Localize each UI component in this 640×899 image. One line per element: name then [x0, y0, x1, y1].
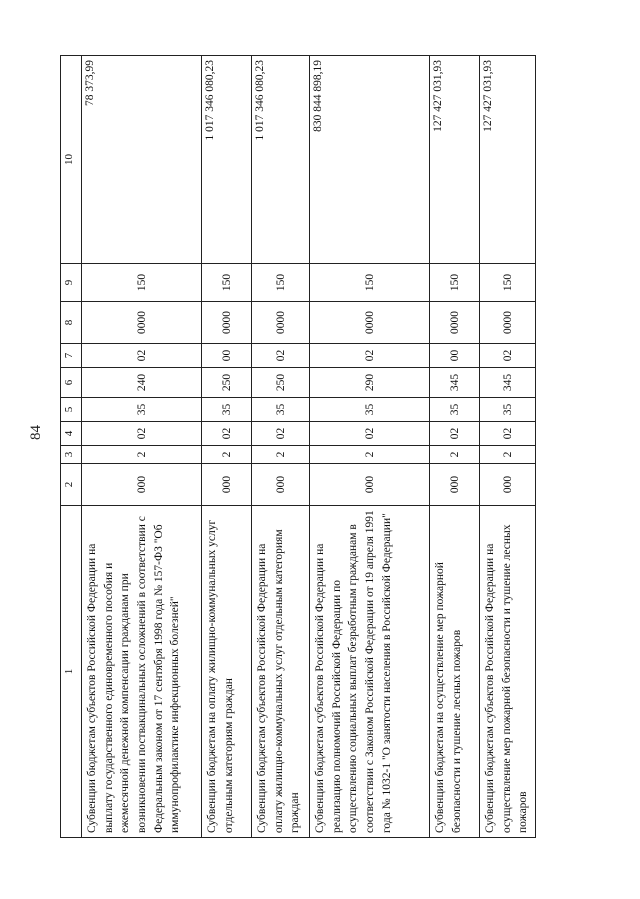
code-cell: 290: [310, 368, 430, 398]
code-cell: 000: [202, 464, 252, 506]
table-row: [310, 56, 430, 838]
table-row: [82, 56, 202, 838]
amount-cell: 78 373,99: [82, 56, 202, 264]
code-cell: 02: [82, 422, 202, 446]
code-cell: 35: [202, 398, 252, 422]
code-cell: 345: [430, 368, 480, 398]
row-description: Субвенции бюджетам субъектов Российской Федерации на реализацию полномочий Российской Федерации по осуществлению социальных выплат безработным гражданам в соответствии с Законом Российской Федерации от 19 апреля 1991 года № 1032-1 "О занятости населения в Российской Федерации": [310, 506, 430, 838]
table-row: [202, 56, 252, 838]
code-cell: 02: [252, 422, 310, 446]
column-header: 6: [61, 368, 82, 398]
column-header: 8: [61, 302, 82, 344]
column-header: 4: [61, 422, 82, 446]
code-cell: 35: [82, 398, 202, 422]
budget-table: [60, 55, 536, 838]
code-cell: 2: [480, 446, 536, 464]
code-cell: 000: [430, 464, 480, 506]
code-cell: 35: [430, 398, 480, 422]
code-cell: 150: [82, 264, 202, 302]
code-cell: 00: [430, 344, 480, 368]
code-cell: 150: [480, 264, 536, 302]
code-cell: 00: [202, 344, 252, 368]
code-cell: 02: [310, 344, 430, 368]
amount-cell: 127 427 031,93: [480, 56, 536, 264]
code-cell: 35: [252, 398, 310, 422]
column-header: 1: [61, 506, 82, 838]
table-row: [430, 56, 480, 838]
code-cell: 2: [430, 446, 480, 464]
code-cell: 250: [252, 368, 310, 398]
code-cell: 2: [202, 446, 252, 464]
column-header: 2: [61, 464, 82, 506]
code-cell: 0000: [82, 302, 202, 344]
amount-cell: 1 017 346 080,23: [252, 56, 310, 264]
table-row: [480, 56, 536, 838]
code-cell: 02: [252, 344, 310, 368]
code-cell: 02: [480, 344, 536, 368]
code-cell: 250: [202, 368, 252, 398]
column-header: 10: [61, 56, 82, 264]
code-cell: 2: [82, 446, 202, 464]
code-cell: 0000: [480, 302, 536, 344]
table-header-row: [61, 56, 82, 838]
code-cell: 35: [310, 398, 430, 422]
amount-cell: 830 844 898,19: [310, 56, 430, 264]
code-cell: 2: [310, 446, 430, 464]
code-cell: 000: [82, 464, 202, 506]
row-description: Субвенции бюджетам на оплату жилищно-коммунальных услуг отдельным категориям граждан: [202, 506, 252, 838]
column-header: 3: [61, 446, 82, 464]
code-cell: 000: [310, 464, 430, 506]
code-cell: 0000: [202, 302, 252, 344]
table-row: [252, 56, 310, 838]
code-cell: 150: [310, 264, 430, 302]
column-header: 9: [61, 264, 82, 302]
code-cell: 02: [480, 422, 536, 446]
column-header: 5: [61, 398, 82, 422]
column-header: 7: [61, 344, 82, 368]
rotated-table-container: [60, 56, 532, 838]
code-cell: 345: [480, 368, 536, 398]
code-cell: 35: [480, 398, 536, 422]
row-description: Субвенции бюджетам на осуществление мер пожарной безопасности и тушение лесных пожаров: [430, 506, 480, 838]
row-description: Субвенции бюджетам субъектов Российской Федерации на оплату жилищно-коммунальных услуг отдельным категориям граждан: [252, 506, 310, 838]
code-cell: 02: [310, 422, 430, 446]
code-cell: 150: [430, 264, 480, 302]
code-cell: 02: [430, 422, 480, 446]
code-cell: 02: [202, 422, 252, 446]
code-cell: 000: [480, 464, 536, 506]
code-cell: 0000: [252, 302, 310, 344]
code-cell: 150: [252, 264, 310, 302]
code-cell: 0000: [310, 302, 430, 344]
row-description: Субвенции бюджетам субъектов Российской Федерации на выплату государственного единовременного пособия и ежемесячной денежной компенсации гражданам при возникновении поствакцинальных осложнений в соответствии с Федеральным законом от 17 сентября 1998 года № 157-ФЗ "Об иммунопрофилактике инфекционных болезней": [82, 506, 202, 838]
code-cell: 2: [252, 446, 310, 464]
code-cell: 000: [252, 464, 310, 506]
code-cell: 240: [82, 368, 202, 398]
row-description: Субвенции бюджетам субъектов Российской Федерации на осуществление мер пожарной безопасности и тушение лесных пожаров: [480, 506, 536, 838]
page-number: 84: [28, 425, 44, 440]
amount-cell: 1 017 346 080,23: [202, 56, 252, 264]
code-cell: 02: [82, 344, 202, 368]
code-cell: 150: [202, 264, 252, 302]
code-cell: 0000: [430, 302, 480, 344]
amount-cell: 127 427 031,93: [430, 56, 480, 264]
